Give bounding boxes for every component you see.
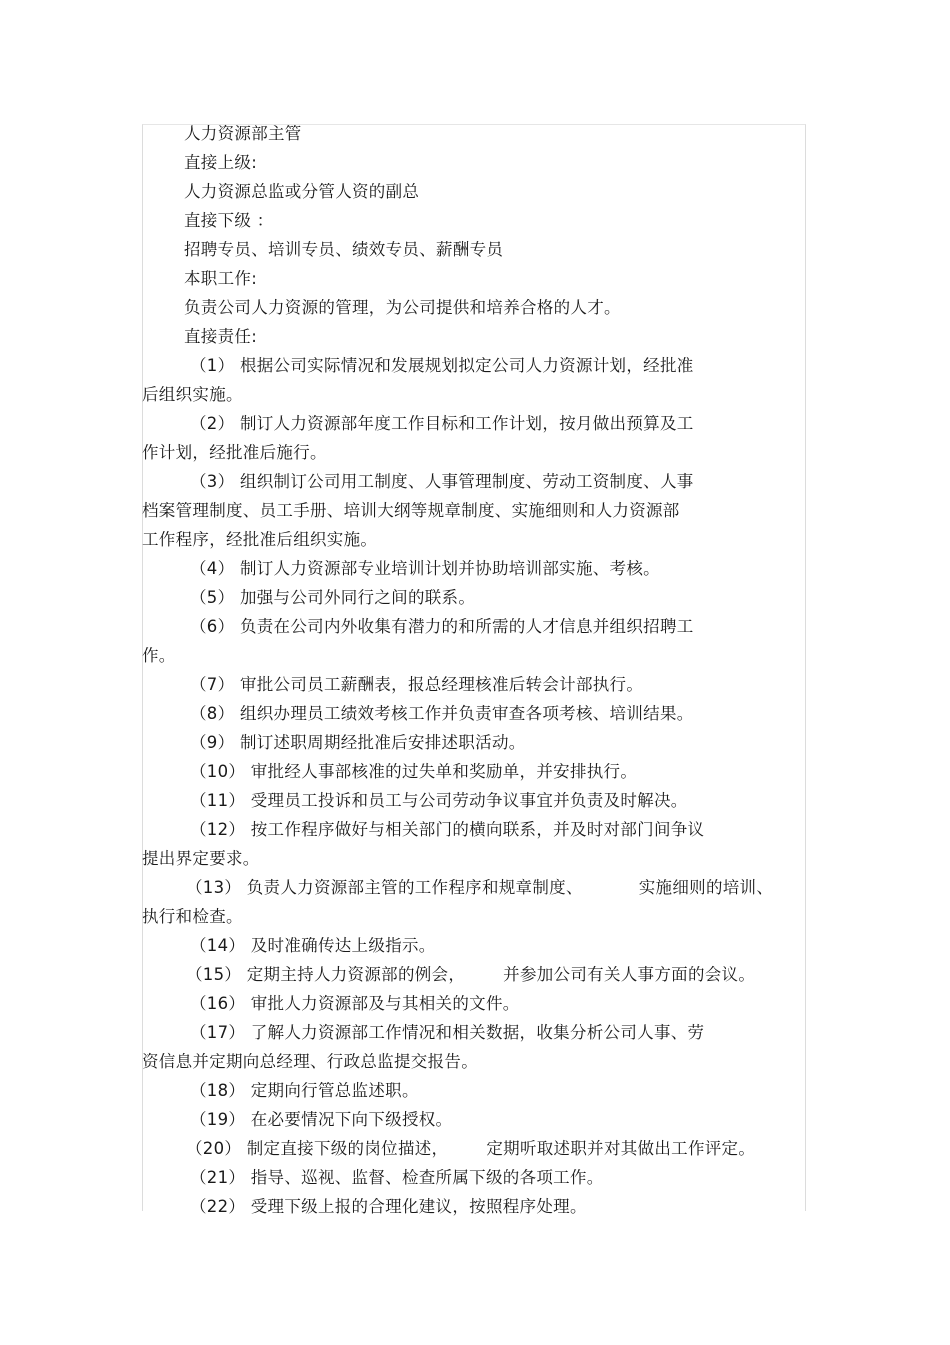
item-text: 组织制订公司用工制度、人事管理制度、劳动工资制度、人事 [239, 472, 694, 491]
item-number: （16） [190, 994, 246, 1013]
list-item [190, 815, 704, 844]
list-item [190, 757, 637, 786]
direct-superior-label: 直接上级: [184, 153, 258, 172]
item-continuation: 后组织实施。 [142, 385, 243, 404]
item-text: 并参加公司有关人事方面的会议。 [503, 965, 756, 984]
item-text: 制订人力资源部年度工作目标和工作计划，按月做出预算及工 [239, 414, 694, 433]
item-number: （17） [190, 1023, 246, 1042]
list-item [190, 931, 436, 960]
list-item [190, 1018, 704, 1047]
item-number: （18） [190, 1081, 246, 1100]
item-number: （15） [186, 965, 242, 984]
list-item [186, 873, 773, 902]
item-text: 制订人力资源部专业培训计划并协助培训部实施、考核。 [239, 559, 660, 578]
list-item [190, 1163, 604, 1192]
item-number: （9） [190, 733, 235, 752]
direct-superior-value: 人力资源总监或分管人资的副总 [184, 182, 420, 201]
item-number: （8） [190, 704, 235, 723]
item-number: （20） [186, 1139, 242, 1158]
item-text: 实施细则的培训、 [638, 878, 774, 897]
item-number: （13） [186, 878, 242, 897]
item-text: 定期向行管总监述职。 [250, 1081, 419, 1100]
job-duty-value: 负责公司人力资源的管理，为公司提供和培养合格的人才。 [184, 298, 621, 317]
direct-subordinates-value: 招聘专员、培训专员、绩效专员、薪酬专员 [184, 240, 504, 259]
item-continuation: 档案管理制度、员工手册、培训大纲等规章制度、实施细则和人力资源部 [142, 501, 680, 520]
item-number: （14） [190, 936, 246, 955]
item-text: 受理下级上报的合理化建议，按照程序处理。 [250, 1197, 587, 1216]
list-item [190, 467, 694, 496]
list-item [190, 989, 520, 1018]
item-text: 定期主持人力资源部的例会， [246, 965, 466, 984]
item-continuation: 提出界定要求。 [142, 849, 260, 868]
list-item [186, 960, 755, 989]
item-number: （19） [190, 1110, 246, 1129]
item-text: 了解人力资源部工作情况和相关数据，收集分析公司人事、劳 [250, 1023, 705, 1042]
item-text: 组织办理员工绩效考核工作并负责审查各项考核、培训结果。 [239, 704, 694, 723]
item-continuation: 执行和检查。 [142, 907, 243, 926]
list-item [190, 1192, 587, 1221]
list-item [190, 728, 526, 757]
item-continuation: 资信息并定期向总经理、行政总监提交报告。 [142, 1052, 478, 1071]
list-item [190, 409, 694, 438]
list-item [190, 670, 643, 699]
item-text: 受理员工投诉和员工与公司劳动争议事宜并负责及时解决。 [250, 791, 688, 810]
item-number: （21） [190, 1168, 246, 1187]
list-item [190, 612, 694, 641]
item-text: 负责人力资源部主管的工作程序和规章制度、 [246, 878, 583, 897]
direct-subordinates-label: 直接下级 ： [184, 211, 274, 230]
item-text: 加强与公司外同行之间的联系。 [239, 588, 476, 607]
item-text: 审批公司员工薪酬表，报总经理核准后转会计部执行。 [239, 675, 644, 694]
item-text: 负责在公司内外收集有潜力的和所需的人才信息并组织招聘工 [239, 617, 694, 636]
item-text: 指导、巡视、监督、检查所属下级的各项工作。 [250, 1168, 604, 1187]
list-item [190, 583, 475, 612]
list-item [190, 1076, 419, 1105]
item-number: （5） [190, 588, 235, 607]
item-text: 按工作程序做好与相关部门的横向联系，并及时对部门间争议 [250, 820, 705, 839]
item-number: （6） [190, 617, 235, 636]
job-title: 人力资源部主管 [184, 124, 302, 143]
item-continuation: 工作程序，经批准后组织实施。 [142, 530, 378, 549]
item-continuation: 作。 [142, 646, 176, 665]
list-item [186, 1134, 755, 1163]
item-text: 在必要情况下向下级授权。 [250, 1110, 453, 1129]
list-item [190, 786, 688, 815]
item-continuation: 作计划，经批准后施行。 [142, 443, 327, 462]
responsibilities-label: 直接责任: [184, 327, 258, 346]
job-duty-label: 本职工作: [184, 269, 258, 288]
item-number: （12） [190, 820, 246, 839]
list-item [190, 1105, 452, 1134]
list-item [190, 554, 660, 583]
item-number: （3） [190, 472, 235, 491]
item-text: 及时准确传达上级指示。 [250, 936, 436, 955]
item-text: 制定直接下级的岗位描述， [246, 1139, 449, 1158]
item-text: 根据公司实际情况和发展规划拟定公司人力资源计划，经批准 [239, 356, 694, 375]
item-number: （10） [190, 762, 246, 781]
item-number: （11） [190, 791, 246, 810]
list-item [190, 699, 694, 728]
item-text: 制订述职周期经批准后安排述职活动。 [239, 733, 526, 752]
item-number: （2） [190, 414, 235, 433]
item-number: （1） [190, 356, 235, 375]
list-item [190, 351, 694, 380]
item-text: 审批人力资源部及与其相关的文件。 [250, 994, 520, 1013]
item-number: （22） [190, 1197, 246, 1216]
item-text: 定期听取述职并对其做出工作评定。 [486, 1139, 756, 1158]
item-number: （7） [190, 675, 235, 694]
item-number: （4） [190, 559, 235, 578]
item-text: 审批经人事部核准的过失单和奖励单，并安排执行。 [250, 762, 638, 781]
